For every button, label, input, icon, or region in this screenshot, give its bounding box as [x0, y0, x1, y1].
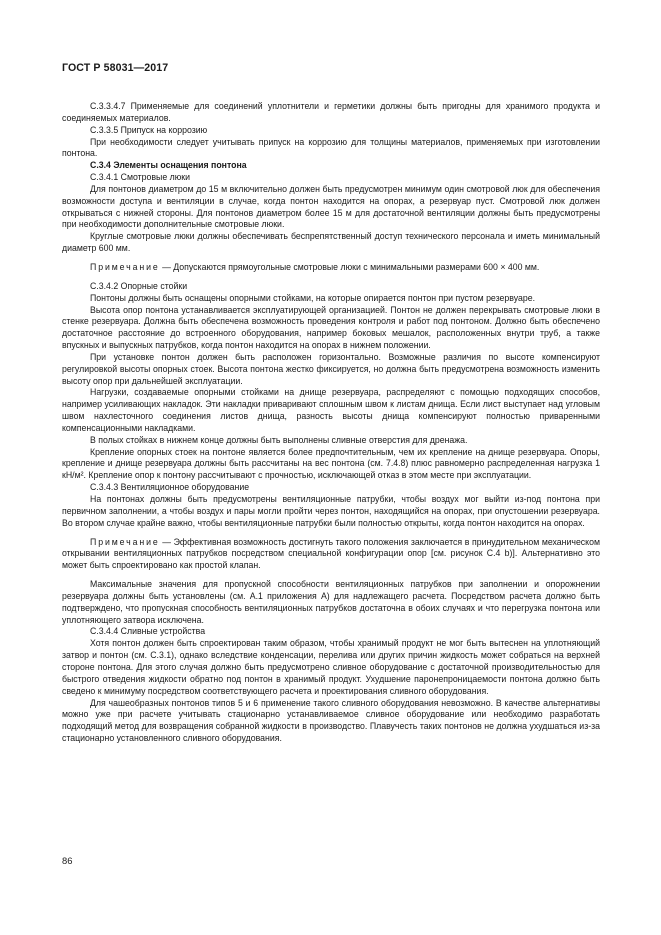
note-paragraph	[62, 262, 600, 274]
subsection-heading: С.3.3.5 Припуск на коррозию	[90, 124, 208, 135]
body-paragraph: С.3.3.4.7 Применяемые для соединений уплотнители и герметики должны быть пригодны для хранимого продукта и соединяемых материалов.	[62, 101, 600, 123]
body-paragraph: Для понтонов диаметром до 15 м включительно должен быть предусмотрен минимум один смотровой люк для обеспечения возможности доступа и вентиляции в случае, когда понтон находится на опорах, а резервуар пуст. Смотровой люк должен открываться с нижней стороны. Для понтонов диаметром более 15 м для достаточной вентиляции должны быть предусмотрены при необходимости дополнительные смотровые люки.	[62, 183, 600, 230]
note-label: Примечание	[90, 261, 160, 272]
body-paragraph: Крепление опорных стоек на понтоне является более предпочтительным, чем их крепление на днище резервуара. Опоры, крепление и днище резервуара должны быть рассчитаны на вес понтона (см. 7.4.8) плюс равномерно распределенная нагрузка 1 кН/м². Крепление опор к понтону рассчитывают с прочностью, исключающей отказ в этом месте при эксплуатации.	[62, 446, 600, 481]
page-number: 86	[62, 855, 73, 866]
subsection-heading: С.3.4.3 Вентиляционное оборудование	[90, 482, 250, 493]
subsection-heading: С.3.4.1 Смотровые люки	[90, 172, 191, 183]
body-paragraph: На понтонах должны быть предусмотрены вентиляционные патрубки, чтобы воздух мог выйти из-под понтона при первичном заполнении, а чтобы воздух и пары могли пройти через понтон, находящийся на опорах, при опустошении резервуара. Во втором случае крайне важно, чтобы вентиляционные патрубки были полностью открыты, когда понтон находится на опорах.	[62, 494, 600, 528]
note-text: — Допускаются прямоугольные смотровые люки с минимальными размерами 600 × 400 мм.	[159, 261, 540, 272]
body-paragraph: При установке понтон должен быть расположен горизонтально. Возможные различия по высоте компенсируют регулировкой высоты опорных стоек. Высота понтона жестко фиксируется, но должна быть предусмотрена возможность изменить высоту опор при дальнейшей эксплуатации.	[62, 351, 600, 386]
body-paragraph: Понтоны должны быть оснащены опорными стойками, на которые опирается понтон при пустом резервуаре.	[90, 292, 536, 303]
body-paragraph: Максимальные значения для пропускной способности вентиляционных патрубков при заполнении и опорожнении резервуара должны быть установлены (см. А.1 приложения А) для надлежащего расчета. Посредством расчета должно быть подтверждено, что пропускная способность вентиляционных патрубков достаточна в обоих случаях и что перегрузка понтона или уплотняющего затвора исключена.	[62, 579, 600, 625]
subsection-heading: С.3.4.4 Сливные устройства	[90, 626, 206, 637]
subsection-heading: С.3.4.2 Опорные стойки	[90, 280, 188, 291]
document-body	[62, 101, 600, 745]
body-paragraph: При необходимости следует учитывать припуск на коррозию для толщины материалов, применяемых при изготовлении понтона.	[62, 136, 600, 159]
note-label: Примечание	[90, 536, 160, 547]
body-paragraph: Нагрузки, создаваемые опорными стойками на днище резервуара, распределяют с помощью подходящих способов, например усиливающих накладок. Эти накладки приваривают сплошным швом к листам днища. Если лист выступает над угловым швом нахлесточного соединения листов днища, разность высоты днища компенсируют полностью приваренными компенсационными накладками.	[62, 387, 600, 433]
document-header: ГОСТ Р 58031—2017	[62, 62, 169, 74]
body-paragraph: Высота опор понтона устанавливается эксплуатирующей организацией. Понтон не должен перекрывать смотровые люки в стенке резервуара. Должна быть обеспечена возможность проведения контроля и работ под понтоном. Должно быть обеспечено достаточное расстояние до встроенного оборудования, например боковых мешалок, расположенных внутри труб, а также впускных и выпускных патрубков, когда понтон находится на опорах в нижнем положении.	[62, 304, 600, 351]
body-paragraph: Круглые смотровые люки должны обеспечивать беспрепятственный доступ технического персонала и иметь минимальный диаметр 600 мм.	[62, 231, 600, 254]
body-paragraph: Хотя понтон должен быть спроектирован таким образом, чтобы хранимый продукт не мог быть вытеснен на уплотняющий затвор и понтон (см. С.3.1), однако вследствие конденсации, перелива или других причин жидкость может собраться на верхней стороне понтона. Для этого случая должно быть предусмотрено сливное оборудование с достаточной производительностью для быстрого отведения жидкости обратно под понтон в хранимый продукт. Ухудшение паронепроницаемости понтона должно быть сведено к минимуму посредством соответствующего расчета и проектирования сливного оборудования.	[62, 638, 600, 696]
body-paragraph: В полых стойках в нижнем конце должны быть выполнены сливные отверстия для дренажа.	[90, 434, 468, 445]
note-text: — Эффективная возможность достигнуть такого положения заключается в принудительном механическом открывании вентиляционных патрубков посредством специальной конфигурации опор [см. рисунок С.4 b)]. Альтернативно это может быть спроектировано как простой клапан.	[62, 536, 600, 571]
body-paragraph: Для чашеобразных понтонов типов 5 и 6 применение такого сливного оборудования невозможно. В качестве альтернативы можно уже при расчете учитывать стационарно устанавливаемое сливное оборудование или необходимо разработать подходящий метод для возвращения собранной жидкости в производство. Плавучесть таких понтонов не должна ухудшаться из-за стационарно установленного сливного оборудования.	[62, 697, 600, 744]
note-paragraph	[62, 537, 600, 573]
section-heading: С.3.4 Элементы оснащения понтона	[90, 160, 247, 171]
